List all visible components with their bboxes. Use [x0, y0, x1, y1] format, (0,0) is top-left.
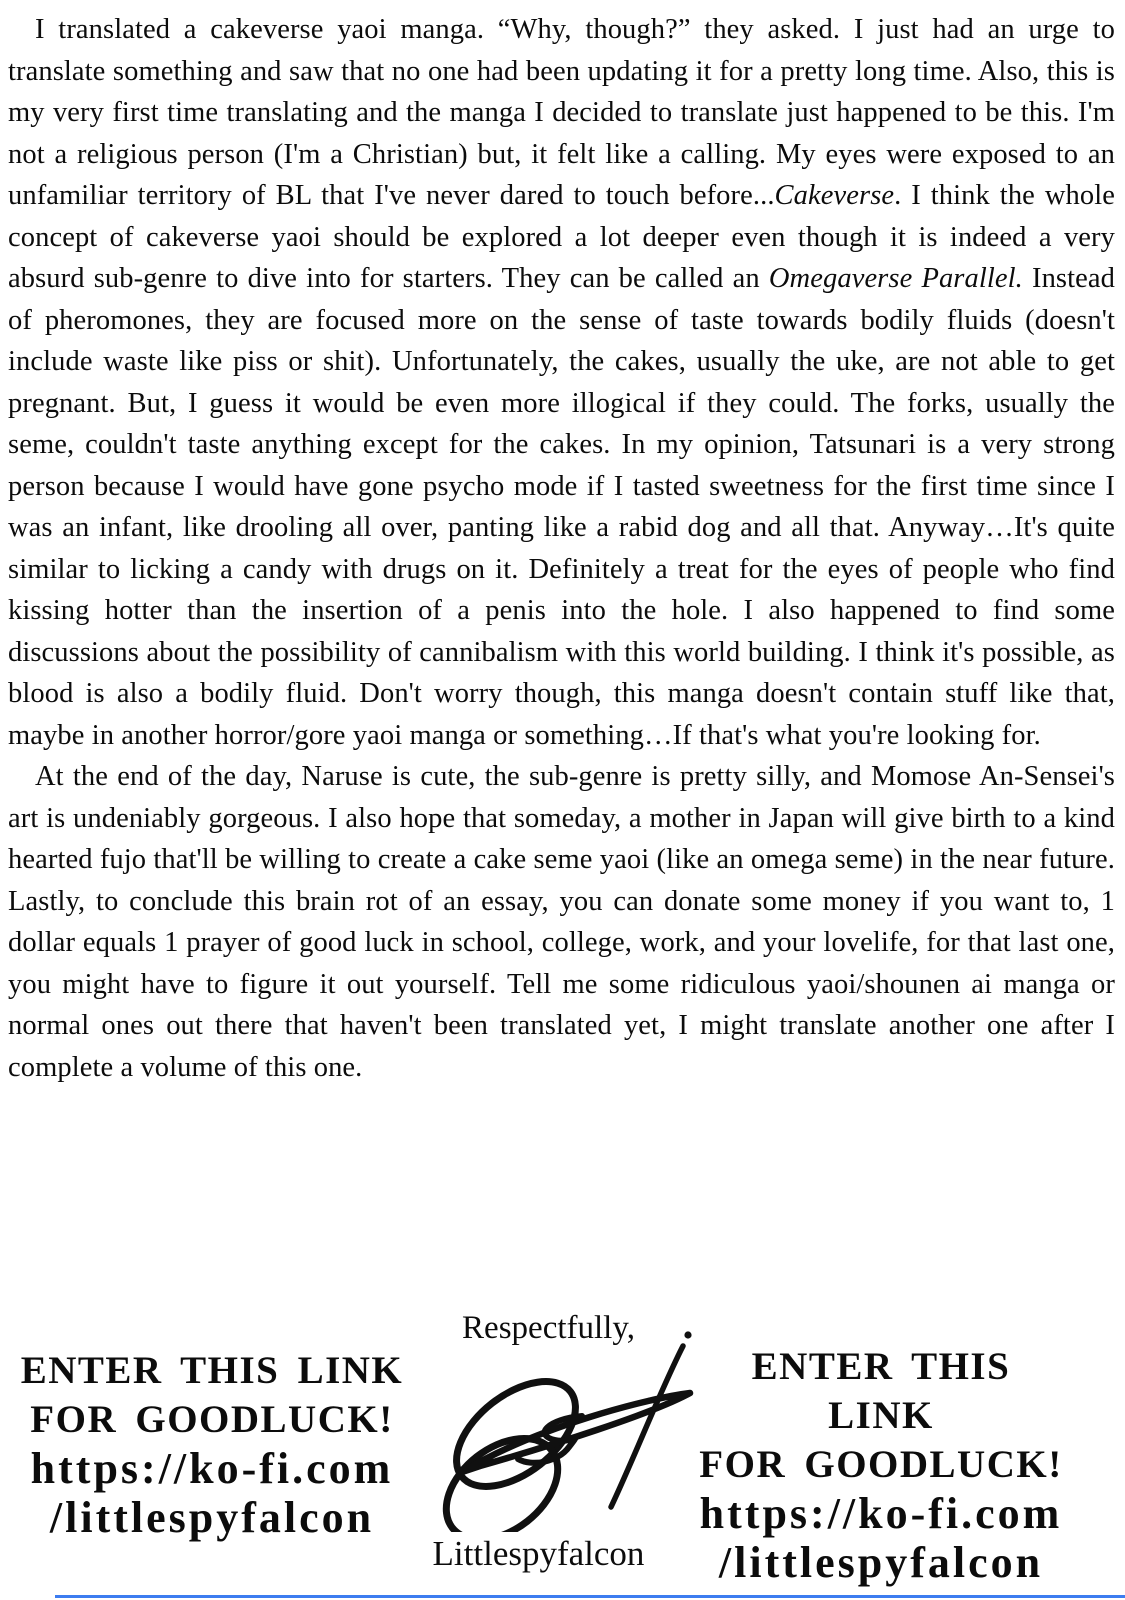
paragraph-2: At the end of the day, Naruse is cute, the sub-genre is pretty silly, and Momose An-Sensei's art is undeniably gorgeous. I also hope that someday, a mother in Japan will give birth to a kind hearted fujo that'll be willing to create a cake seme yaoi (like an omega seme) in the near future. Lastly, to conclude this brain rot of an essay, you can donate some money if you want to, 1 dollar equals 1 prayer of good luck in school, college, work, and your lovelife, for that last one, you might have to figure it out yourself. Tell me some ridiculous yaoi/shounen ai manga or normal ones out there that haven't been translated yet, I might translate another one after I complete a volume of this one.	[8, 761, 1115, 1083]
goodluck-note-left	[8, 1346, 416, 1542]
goodluck-right-line-1: ENTER THIS LINK	[751, 1345, 1011, 1437]
paragraph-1-italic-omegaverse: Omegaverse Parallel.	[768, 263, 1023, 294]
goodluck-left-line-2: FOR GOODLUCK!	[30, 1398, 394, 1441]
essay-body	[8, 9, 1115, 1088]
valediction-text: Respectfully,	[462, 1310, 635, 1346]
kofi-url-line-1: https://ko-fi.com	[30, 1444, 394, 1493]
paragraph-1-segment: Instead of pheromones, they are focused more on the sense of taste towards bodily fluids (doesn't include waste like piss or shit). Unfortunately, the cakes, usually the uke, are not able to get pregnant. But, I guess it would be even more illogical if they could. The forks, usually the seme, couldn't taste anything except for the cakes. In my opinion, Tatsunari is a very strong person because I would have gone psycho mode if I tasted sweetness for the first time since I was an infant, like drooling all over, panting like a rabid dog and all that. Anyway…It's quite similar to licking a candy with drugs on it. Definitely a treat for the eyes of people who find kissing hotter than the insertion of a penis into the hole. I also happened to find some discussions about the possibility of cannibalism with this world building. I think it's possible, as blood is also a bodily fluid. Don't worry though, this manga doesn't contain stuff like that, maybe in another horror/gore yaoi manga or something…If that's what you're looking for.	[8, 263, 1115, 751]
signature-name: Littlespyfalcon	[432, 1534, 645, 1573]
signature-scribble	[438, 1326, 710, 1532]
goodluck-left-line-1: ENTER THIS LINK	[20, 1349, 404, 1392]
paragraph-1-italic-cakeverse: Cakeverse	[774, 180, 895, 211]
kofi-url-line-2: /littlespyfalcon	[49, 1493, 375, 1542]
pen-dot	[684, 1331, 691, 1338]
paragraph-1-segment: I translated a cakeverse yaoi manga. “Why, though?” they asked. I just had an urge to translate something and saw that no one had been updating it for a pretty long time. Also, this is my very first time translating and the manga I decided to translate just happened to be this. I'm not a religious person (I'm a Christian) but, it felt like a calling. My eyes were exposed to an unfamiliar territory of BL that I've never dared to touch before...	[8, 14, 1115, 211]
goodluck-right-line-2: FOR GOODLUCK!	[699, 1443, 1063, 1486]
bottom-blue-line	[55, 1595, 1125, 1598]
paragraph-1	[8, 9, 1115, 756]
kofi-url-line-2: /littlespyfalcon	[718, 1538, 1044, 1587]
paragraph-1-segment: . I think the whole concept of cakeverse yaoi should be explored a lot deeper even though it is indeed a very absurd sub-genre to dive into for starters. They can be called an	[8, 180, 1115, 294]
kofi-url-line-1: https://ko-fi.com	[699, 1489, 1063, 1538]
